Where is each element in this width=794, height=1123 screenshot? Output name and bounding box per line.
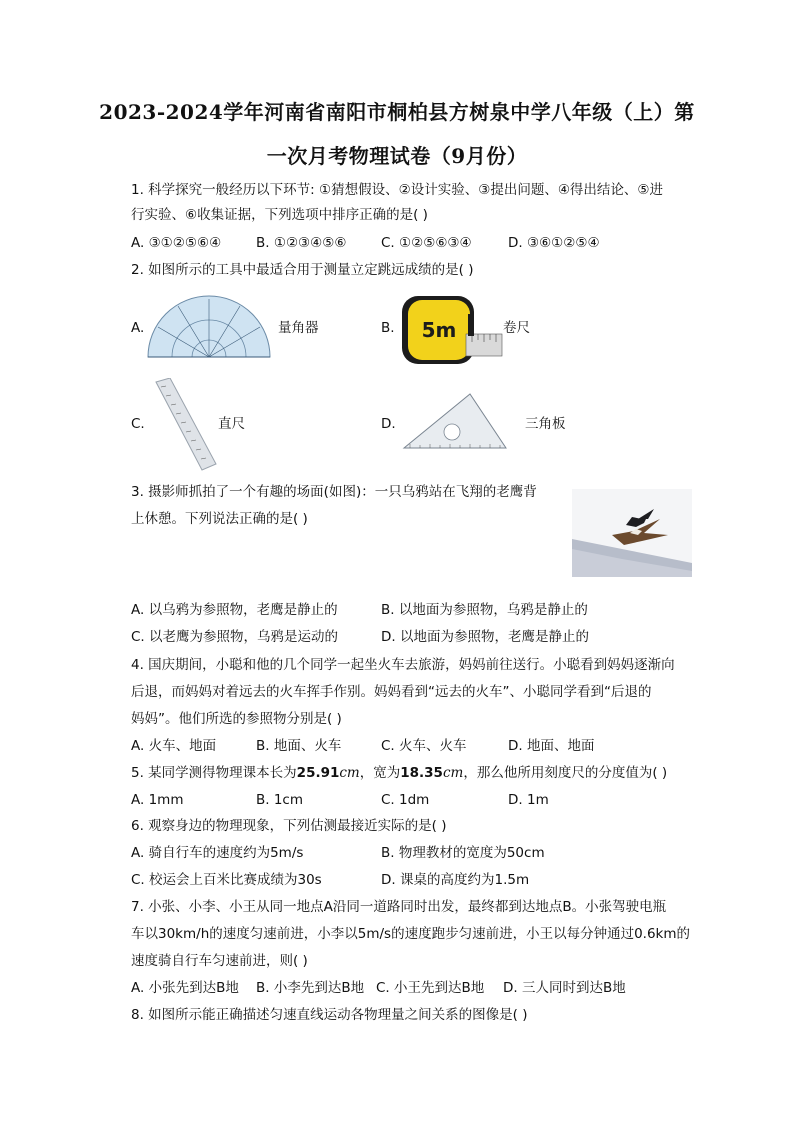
- q3-option-a: A. 以乌鸦为参照物，老鹰是静止的: [131, 602, 338, 618]
- q5-option-d: D. 1m: [508, 792, 549, 808]
- triangle-ruler-image: [400, 390, 510, 452]
- q4-stem-line2: 后退，而妈妈对着远去的火车挥手作别。妈妈看到“远去的火车”、小聪同学看到“后退的: [131, 684, 652, 700]
- q7-option-a: A. 小张先到达B地: [131, 980, 239, 996]
- q2-option-c-letter: C.: [131, 416, 145, 432]
- q5-option-b: B. 1cm: [256, 792, 304, 808]
- q6-option-c: C. 校运会上百米比赛成绩为30s: [131, 872, 322, 888]
- q5-length-value: 25.91: [296, 765, 340, 781]
- q5-option-c: C. 1dm: [381, 792, 430, 808]
- q4-option-c: C. 火车、火车: [381, 738, 467, 754]
- q1-stem-line1: 1. 科学探究一般经历以下环节: ①猜想假设、②设计实验、③提出问题、④得出结论、⑤进: [131, 182, 664, 198]
- q7-stem-line1: 7. 小张、小李、小王从同一地点A沿同一道路同时出发，最终都到达地点B。小张驾驶电瓶: [131, 899, 667, 915]
- protractor-image: [144, 293, 274, 361]
- q2-option-a-letter: A.: [131, 320, 145, 336]
- q1-option-a: A. ③①②⑤⑥④: [131, 235, 222, 251]
- ruler-image: [150, 378, 222, 472]
- q6-option-d: D. 课桌的高度约为1.5m: [381, 872, 530, 888]
- q6-stem: 6. 观察身边的物理现象，下列估测最接近实际的是( ): [131, 818, 447, 834]
- q2-option-d-caption: 三角板: [525, 416, 566, 432]
- q4-stem-line3: 妈妈”。他们所选的参照物分别是( ): [131, 711, 342, 727]
- q7-option-c: C. 小王先到达B地: [376, 980, 485, 996]
- q6-option-b: B. 物理教材的宽度为50cm: [381, 845, 545, 861]
- exam-title-line1: 2023-2024学年河南省南阳市桐柏县方树泉中学八年级（上）第: [99, 100, 695, 124]
- q5-stem-mid: ，宽为: [359, 765, 401, 781]
- q5-stem-pre: 5. 某同学测得物理课本长为: [131, 765, 297, 781]
- q1-option-c: C. ①②⑤⑥③④: [381, 235, 472, 251]
- q2-option-b-letter: B.: [381, 320, 395, 336]
- tape-measure-image: [400, 290, 506, 370]
- q2-stem: 2. 如图所示的工具中最适合用于测量立定跳远成绩的是( ): [131, 262, 474, 278]
- q3-stem-line1: 3. 摄影师抓拍了一个有趣的场面(如图)：一只乌鸦站在飞翔的老鹰背: [131, 484, 537, 500]
- q3-option-b: B. 以地面为参照物，乌鸦是静止的: [381, 602, 588, 618]
- q5-stem: [131, 763, 667, 783]
- q7-stem-line2: 车以30km/h的速度匀速前进，小李以5m/s的速度跑步匀速前进，小王以每分钟通过0.6km的: [131, 926, 691, 942]
- q4-option-d: D. 地面、地面: [508, 738, 595, 754]
- q3-option-d: D. 以地面为参照物，老鹰是静止的: [381, 629, 589, 645]
- q4-option-a: A. 火车、地面: [131, 738, 217, 754]
- q7-option-d: D. 三人同时到达B地: [503, 980, 626, 996]
- q1-option-d: D. ③⑥①②⑤④: [508, 235, 600, 251]
- q5-stem-post: ，那么他所用刻度尺的分度值为( ): [463, 765, 668, 781]
- q2-option-b-caption: 卷尺: [503, 320, 530, 336]
- tape-measure-mark: 5m: [421, 318, 457, 342]
- q3-stem-line2: 上休憩。下列说法正确的是( ): [131, 511, 308, 527]
- q5-width-value: 18.35: [400, 765, 443, 781]
- q6-option-a: A. 骑自行车的速度约为5m/s: [131, 845, 304, 861]
- q8-stem: 8. 如图所示能正确描述匀速直线运动各物理量之间关系的图像是( ): [131, 1007, 528, 1023]
- q7-option-b: B. 小李先到达B地: [256, 980, 365, 996]
- q2-option-c-caption: 直尺: [218, 416, 245, 432]
- exam-title-line2: 一次月考物理试卷（9月份）: [266, 144, 528, 168]
- q3-option-c: C. 以老鹰为参照物，乌鸦是运动的: [131, 629, 339, 645]
- q5-length-unit: cm: [339, 765, 360, 781]
- q5-option-a: A. 1mm: [131, 792, 184, 808]
- q7-stem-line3: 速度骑自行车匀速前进，则( ): [131, 953, 308, 969]
- q5-width-unit: cm: [442, 765, 464, 781]
- q4-stem-line1: 4. 国庆期间，小聪和他的几个同学一起坐火车去旅游，妈妈前往送行。小聪看到妈妈逐渐向: [131, 657, 675, 673]
- q4-option-b: B. 地面、火车: [256, 738, 342, 754]
- q2-option-a-caption: 量角器: [278, 320, 319, 336]
- q1-option-b: B. ①②③④⑤⑥: [256, 235, 347, 251]
- q2-option-d-letter: D.: [381, 416, 396, 432]
- crow-on-eagle-photo: [572, 489, 692, 577]
- q1-stem-line2: 行实验、⑥收集证据，下列选项中排序正确的是( ): [131, 207, 428, 223]
